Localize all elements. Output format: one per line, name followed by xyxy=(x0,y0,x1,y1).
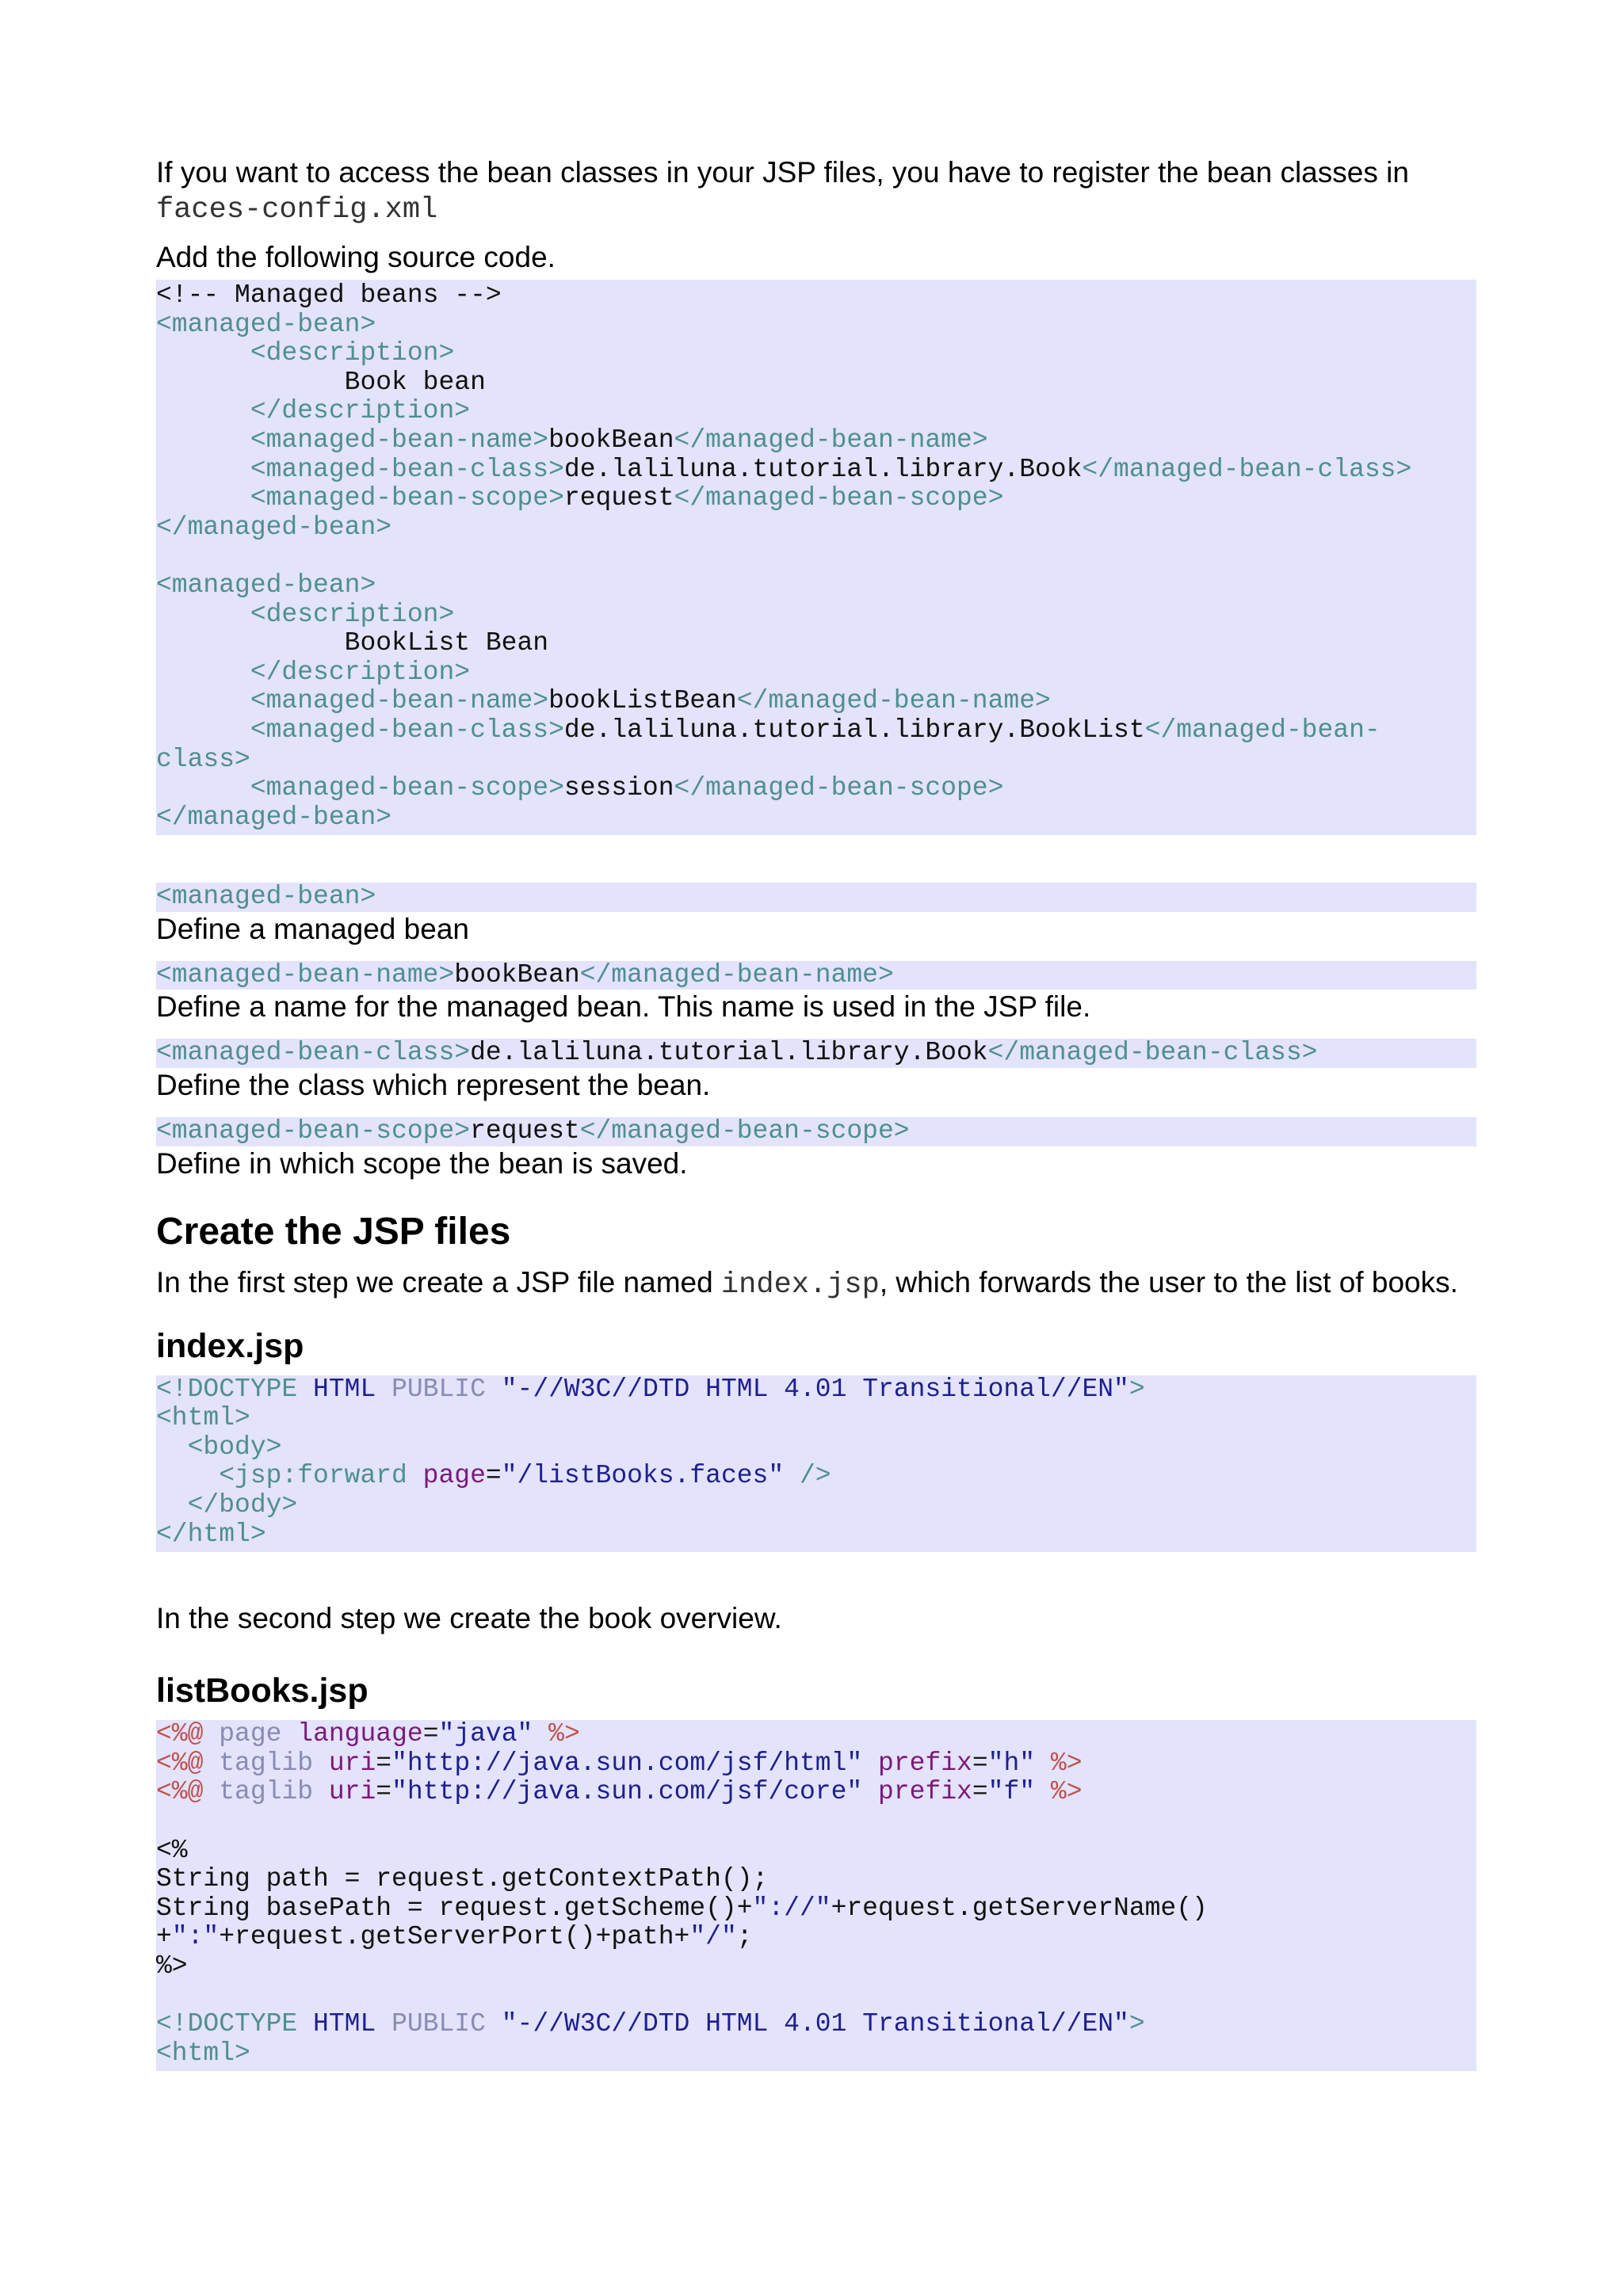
code-tag: > xyxy=(1128,1375,1145,1404)
code-tag: > xyxy=(1128,2009,1145,2039)
code-string: "-//W3C//DTD HTML 4.01 Transitional//EN" xyxy=(501,2009,1129,2039)
code-text: String path = request.getContextPath(); xyxy=(156,1864,769,1894)
code-string: "-//W3C//DTD HTML 4.01 Transitional//EN" xyxy=(501,1375,1129,1404)
code-text: ; xyxy=(736,1922,753,1952)
explanation-text: Define the class which represent the bean. xyxy=(156,1069,711,1102)
jsp-intro-text: In the first step we create a JSP file named xyxy=(156,1265,721,1299)
code-tag: <managed-bean-name> xyxy=(250,686,549,716)
code-directive: %> xyxy=(548,1720,580,1749)
code-tag: </description> xyxy=(250,657,471,687)
explanation-item xyxy=(156,883,1476,947)
code-directive: <%@ xyxy=(156,1748,204,1778)
code-tag: <html> xyxy=(156,2038,250,2068)
add-source-text: Add the following source code. xyxy=(156,241,556,273)
code-tag: </managed-bean-class> xyxy=(1082,454,1412,484)
code-tag: class> xyxy=(156,744,250,774)
code-tag: </managed-bean-scope> xyxy=(674,773,1004,803)
code-keyword: taglib xyxy=(219,1777,314,1807)
code-string: "f" xyxy=(987,1777,1036,1807)
code-attribute: uri xyxy=(328,1777,376,1807)
section-heading: Create the JSP files xyxy=(156,1210,511,1253)
code-string: "h" xyxy=(987,1748,1036,1778)
code-tag: </managed-bean-name> xyxy=(579,960,894,990)
code-keyword: HTML xyxy=(313,1375,376,1404)
document-page xyxy=(156,149,1476,2071)
code-tag: <managed-bean> xyxy=(156,309,376,339)
code-text: Book bean xyxy=(344,367,486,397)
code-attribute: uri xyxy=(328,1748,376,1778)
code-tag: </body> xyxy=(187,1490,298,1520)
code-text: + xyxy=(156,1922,172,1952)
code-tag: <html> xyxy=(156,1403,250,1433)
code-tag: <managed-bean> xyxy=(156,570,376,600)
code-tag: <managed-bean-scope> xyxy=(250,773,564,803)
code-text: bookBean xyxy=(454,960,580,990)
code-text: BookList Bean xyxy=(344,628,549,658)
code-string: "http://java.sun.com/jsf/html" xyxy=(391,1748,863,1778)
code-text: bookBean xyxy=(548,425,674,455)
code-tag: </html> xyxy=(156,1519,266,1549)
code-attribute: language xyxy=(297,1720,423,1749)
code-tag: </managed-bean-name> xyxy=(674,425,988,455)
code-tag: </managed-bean-scope> xyxy=(674,483,1004,513)
code-directive: <%@ xyxy=(156,1777,204,1807)
code-string: "/listBooks.faces" xyxy=(501,1461,785,1491)
code-text: <% xyxy=(156,1835,188,1865)
code-keyword: PUBLIC xyxy=(391,1375,486,1404)
code-attribute: prefix xyxy=(878,1777,972,1807)
explanation-text: Define a name for the managed bean. This name is used in the JSP file. xyxy=(156,990,1091,1024)
code-tag: </managed-bean-scope> xyxy=(579,1117,910,1146)
code-tag: </managed-bean> xyxy=(156,512,392,542)
code-text: +request.getServerPort()+path+ xyxy=(219,1922,690,1952)
faces-config-code-block xyxy=(156,280,1476,835)
code-tag: /> xyxy=(784,1461,831,1491)
code-text: bookListBean xyxy=(548,686,737,716)
code-tag: <jsp:forward xyxy=(219,1461,407,1491)
explanation-code xyxy=(156,1039,1476,1068)
intro-paragraph xyxy=(156,155,1476,227)
explanation-text: Define a managed bean xyxy=(156,912,469,945)
code-string: "java" xyxy=(438,1720,533,1749)
listbooks-jsp-heading: listBooks.jsp xyxy=(156,1672,369,1711)
explanation-item xyxy=(156,1117,1476,1181)
code-tag: <description> xyxy=(250,599,455,629)
code-tag: <managed-bean-name> xyxy=(250,425,549,455)
jsp-intro-paragraph xyxy=(156,1265,1476,1302)
code-tag: <managed-bean-scope> xyxy=(250,483,564,513)
jsp-intro-text: , which forwards the user to the list of books. xyxy=(879,1265,1458,1299)
code-keyword: page xyxy=(219,1720,282,1749)
intro-text: If you want to access the bean classes in your JSP files, you have to register the bean classes in xyxy=(156,156,1409,189)
code-text: request xyxy=(470,1117,580,1146)
code-string: "http://java.sun.com/jsf/core" xyxy=(391,1777,863,1807)
code-string: "/" xyxy=(689,1922,737,1952)
code-keyword: taglib xyxy=(219,1748,314,1778)
code-text: de.laliluna.tutorial.library.BookList xyxy=(563,715,1145,745)
code-text: = xyxy=(485,1461,502,1491)
explanation-item xyxy=(156,961,1476,1025)
code-attribute: prefix xyxy=(878,1748,972,1778)
code-tag: </description> xyxy=(250,396,471,426)
listbooks-jsp-code-block: <%@ page language="java" %> <%@ taglib uri="http://java.sun.com/jsf/html" prefix="h" %> <%@ taglib uri="http://java.sun.com/jsf/core" prefix="f" %> <% String path = request.getContextPath(); String basePath = request.getScheme()+"://"+request.getServerName() +":"+request.getServerPort()+path+"/"; %> <!DOCTYPE HTML PUBLIC "-//W3C//DTD HTML 4.01 Transitional//EN"> <html> xyxy=(156,1720,1476,2071)
index-jsp-filename: index.jsp xyxy=(720,1268,880,1302)
code-text: request xyxy=(563,483,674,513)
index-jsp-code-block xyxy=(156,1375,1476,1553)
code-tag: <managed-bean> xyxy=(156,883,376,912)
code-tag: </managed-bean-name> xyxy=(736,686,1051,716)
code-text: de.laliluna.tutorial.library.Book xyxy=(563,454,1083,484)
code-tag: <!DOCTYPE xyxy=(156,1375,298,1404)
code-tag: </managed-bean> xyxy=(156,802,392,832)
code-attribute: page xyxy=(422,1461,486,1491)
code-keyword: HTML xyxy=(313,2009,376,2039)
explanation-text: Define in which scope the bean is saved. xyxy=(156,1146,688,1180)
code-tag: <managed-bean-class> xyxy=(250,454,564,484)
code-tag: <managed-bean-class> xyxy=(156,1039,471,1068)
code-string: "://" xyxy=(752,1893,831,1923)
code-tag: <managed-bean-name> xyxy=(156,960,455,990)
code-text: +request.getServerName() xyxy=(831,1893,1208,1923)
explanation-item xyxy=(156,1039,1476,1103)
code-tag: <body> xyxy=(187,1432,282,1462)
code-tag: <managed-bean-class> xyxy=(250,715,564,745)
explanation-code xyxy=(156,1117,1476,1146)
code-directive: %> xyxy=(1050,1777,1083,1807)
index-jsp-heading: index.jsp xyxy=(156,1326,304,1365)
code-text: String basePath = request.getScheme()+ xyxy=(156,1893,753,1923)
code-tag: <!DOCTYPE xyxy=(156,2009,298,2039)
code-comment: <!-- Managed beans --> xyxy=(156,280,502,310)
code-text: session xyxy=(563,773,674,803)
code-string: ":" xyxy=(171,1922,220,1952)
code-text: %> xyxy=(156,1951,188,1981)
code-directive: %> xyxy=(1050,1748,1083,1778)
faces-config-filename: faces-config.xml xyxy=(156,193,438,227)
explanation-code xyxy=(156,883,1476,912)
explanation-list xyxy=(156,883,1476,1180)
code-tag: <description> xyxy=(250,338,455,368)
code-keyword: PUBLIC xyxy=(391,2009,486,2039)
explanation-code xyxy=(156,961,1476,990)
code-tag: </managed-bean-class> xyxy=(987,1039,1318,1068)
code-tag: <managed-bean-scope> xyxy=(156,1117,471,1146)
code-text: de.laliluna.tutorial.library.Book xyxy=(470,1039,988,1068)
second-step-text: In the second step we create the book overview. xyxy=(156,1602,782,1635)
code-tag: </managed-bean- xyxy=(1144,715,1381,745)
code-directive: <%@ xyxy=(156,1720,204,1749)
